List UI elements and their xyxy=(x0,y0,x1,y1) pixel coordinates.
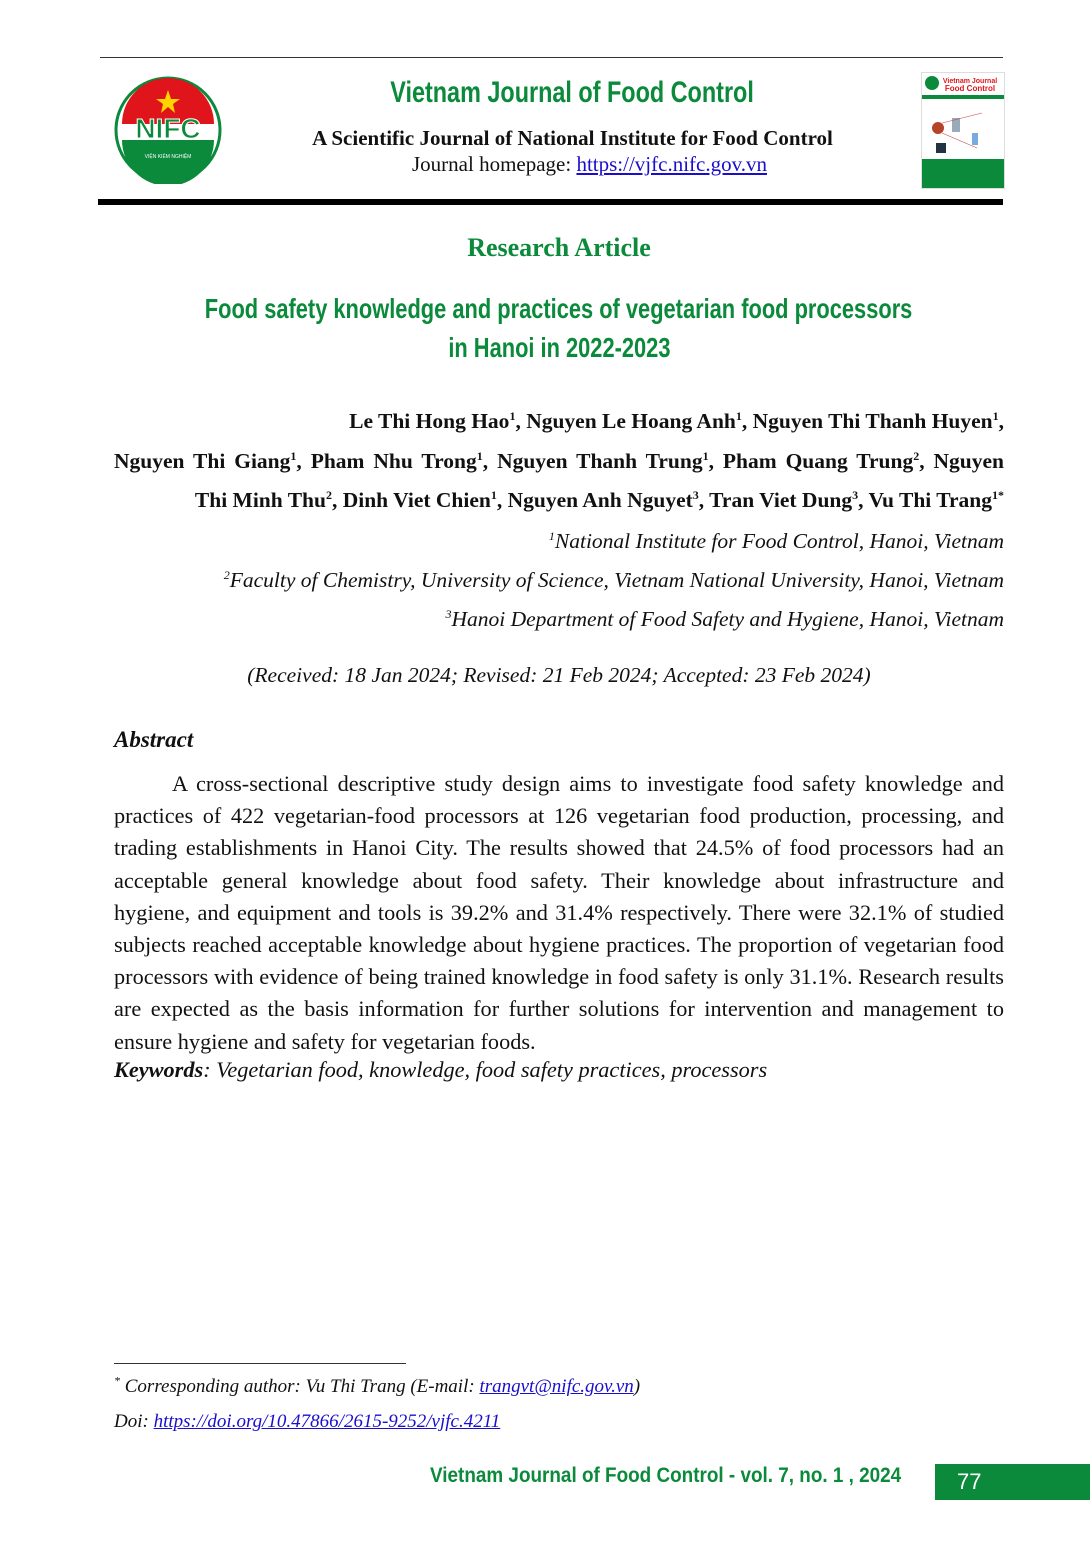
affiliation-marker: 1 xyxy=(702,448,709,463)
svg-text:Vietnam Journal: Vietnam Journal xyxy=(942,78,998,85)
affiliation-marker: 1 xyxy=(290,448,297,463)
header-bottom-rule xyxy=(98,199,1003,205)
separator: , xyxy=(708,448,723,473)
author-name: Nguyen Thi Thanh Huyen xyxy=(752,409,993,433)
author-name: Nguyen xyxy=(933,448,1005,473)
affiliation-marker: 1 xyxy=(476,448,483,463)
svg-text:VIỆN KIỂM NGHIỆM: VIỆN KIỂM NGHIỆM xyxy=(144,154,192,160)
affiliation-marker: 1 xyxy=(735,408,742,423)
separator: , xyxy=(998,409,1004,433)
doi-link[interactable]: https://doi.org/10.47866/2615-9252/vjfc.4211 xyxy=(153,1411,501,1432)
affiliation-marker: 3 xyxy=(852,487,859,502)
affiliation-marker: 1* xyxy=(992,487,1004,502)
author-name: Pham Nhu Trong xyxy=(310,448,477,473)
author-line xyxy=(114,481,1004,521)
header-top-rule xyxy=(100,57,1003,58)
author-name: Nguyen Le Hoang Anh xyxy=(526,409,736,433)
separator: , xyxy=(331,488,343,512)
journal-cover-thumbnail xyxy=(921,72,1005,189)
separator: , xyxy=(741,409,753,433)
separator: , xyxy=(858,488,869,512)
author-line xyxy=(114,442,1004,482)
author-line xyxy=(114,402,1004,442)
author-name: Vu Thi Trang xyxy=(868,488,992,512)
author-name: Le Thi Hong Hao xyxy=(349,409,510,433)
doi-note: Doi: https://doi.org/10.47866/2615-9252/vjfc.4211 xyxy=(114,1411,501,1432)
affiliation-marker: 1 xyxy=(509,408,516,423)
footnote-rule xyxy=(114,1363,406,1364)
separator: , xyxy=(515,409,527,433)
separator: , xyxy=(496,488,508,512)
journal-subtitle: A Scientific Journal of National Institute for Food Control xyxy=(312,126,833,150)
affiliation-marker: 1 xyxy=(490,487,497,502)
nifc-logo xyxy=(114,76,222,184)
affiliation: $^3$Hanoi Department of Food Safety and Hygiene, Hanoi, Vietnam xyxy=(445,606,1004,631)
separator: , xyxy=(698,488,710,512)
author-name: Pham Quang Trung xyxy=(722,448,914,473)
author-name: Nguyen Thi Giang xyxy=(114,448,291,473)
article-dates: (Received: 18 Jan 2024; Revised: 21 Feb 2024; Accepted: 23 Feb 2024) xyxy=(247,663,871,687)
corresponding-author-note: * Corresponding author: Vu Thi Trang (E-mail: trangvt@nifc.gov.vn) xyxy=(114,1373,641,1397)
article-title: Food safety knowledge and practices of vegetarian food processors in Hanoi in 2022-2023 xyxy=(205,293,913,363)
abstract-heading: Abstract xyxy=(114,727,194,752)
affiliation-list xyxy=(114,522,1004,639)
affiliation-marker: 2 xyxy=(913,448,920,463)
keywords: Keywords: Vegetarian food, knowledge, food safety practices, processors xyxy=(114,1057,768,1082)
svg-text:Food Control: Food Control xyxy=(944,84,996,93)
email-link[interactable]: trangvt@nifc.gov.vn xyxy=(479,1376,634,1397)
separator: , xyxy=(482,448,498,473)
affiliation-marker: 3 xyxy=(692,487,699,502)
affiliation-marker: 1 xyxy=(992,408,999,423)
footer-journal-issue: Vietnam Journal of Food Control - vol. 7, no. 1 , 2024 xyxy=(430,1464,902,1487)
abstract-text: A cross-sectional descriptive study design aims to investigate food safety knowledge and practices of 422 vegetarian-food processors at 126 vegetarian food production, processing, and trading establishments in Hanoi City. The results showed that 24.5% of food processors had an acceptable general knowledge about food safety. Their knowledge about infrastructure and hygiene, and equipment and tools is 39.2% and 31.4% respectively. There were 32.1% of studied subjects reached acceptable knowledge about hygiene practices. The proportion of vegetarian food processors with evidence of being trained knowledge in food safety is only 31.1%. Research results are expected as the basis information for further solutions for intervention and management to ensure hygiene and safety for vegetarian foods. xyxy=(114,771,1004,1054)
affiliation: $^2$Faculty of Chemistry, University of Science, Vietnam National University, Hanoi, Vietnam xyxy=(223,567,1004,592)
article-type: Research Article xyxy=(467,233,651,262)
author-name: Nguyen Thanh Trung xyxy=(497,448,703,473)
page-number: 77 xyxy=(935,1464,1090,1500)
affiliation-marker: 2 xyxy=(325,487,332,502)
author-name: Thi Minh Thu xyxy=(194,488,326,512)
author-name: Tran Viet Dung xyxy=(709,488,853,512)
author-list xyxy=(114,402,1004,521)
svg-text:NIFC: NIFC xyxy=(135,113,201,144)
affiliation: $^1$National Institute for Food Control, Hanoi, Vietnam xyxy=(548,528,1004,553)
separator: , xyxy=(919,448,934,473)
author-name: Nguyen Anh Nguyet xyxy=(507,488,693,512)
separator: , xyxy=(296,448,311,473)
journal-title: Vietnam Journal of Food Control xyxy=(390,76,755,109)
journal-homepage: Journal homepage: https://vjfc.nifc.gov.vn xyxy=(412,152,767,176)
author-name: Dinh Viet Chien xyxy=(342,488,491,512)
homepage-link[interactable]: https://vjfc.nifc.gov.vn xyxy=(576,152,767,176)
